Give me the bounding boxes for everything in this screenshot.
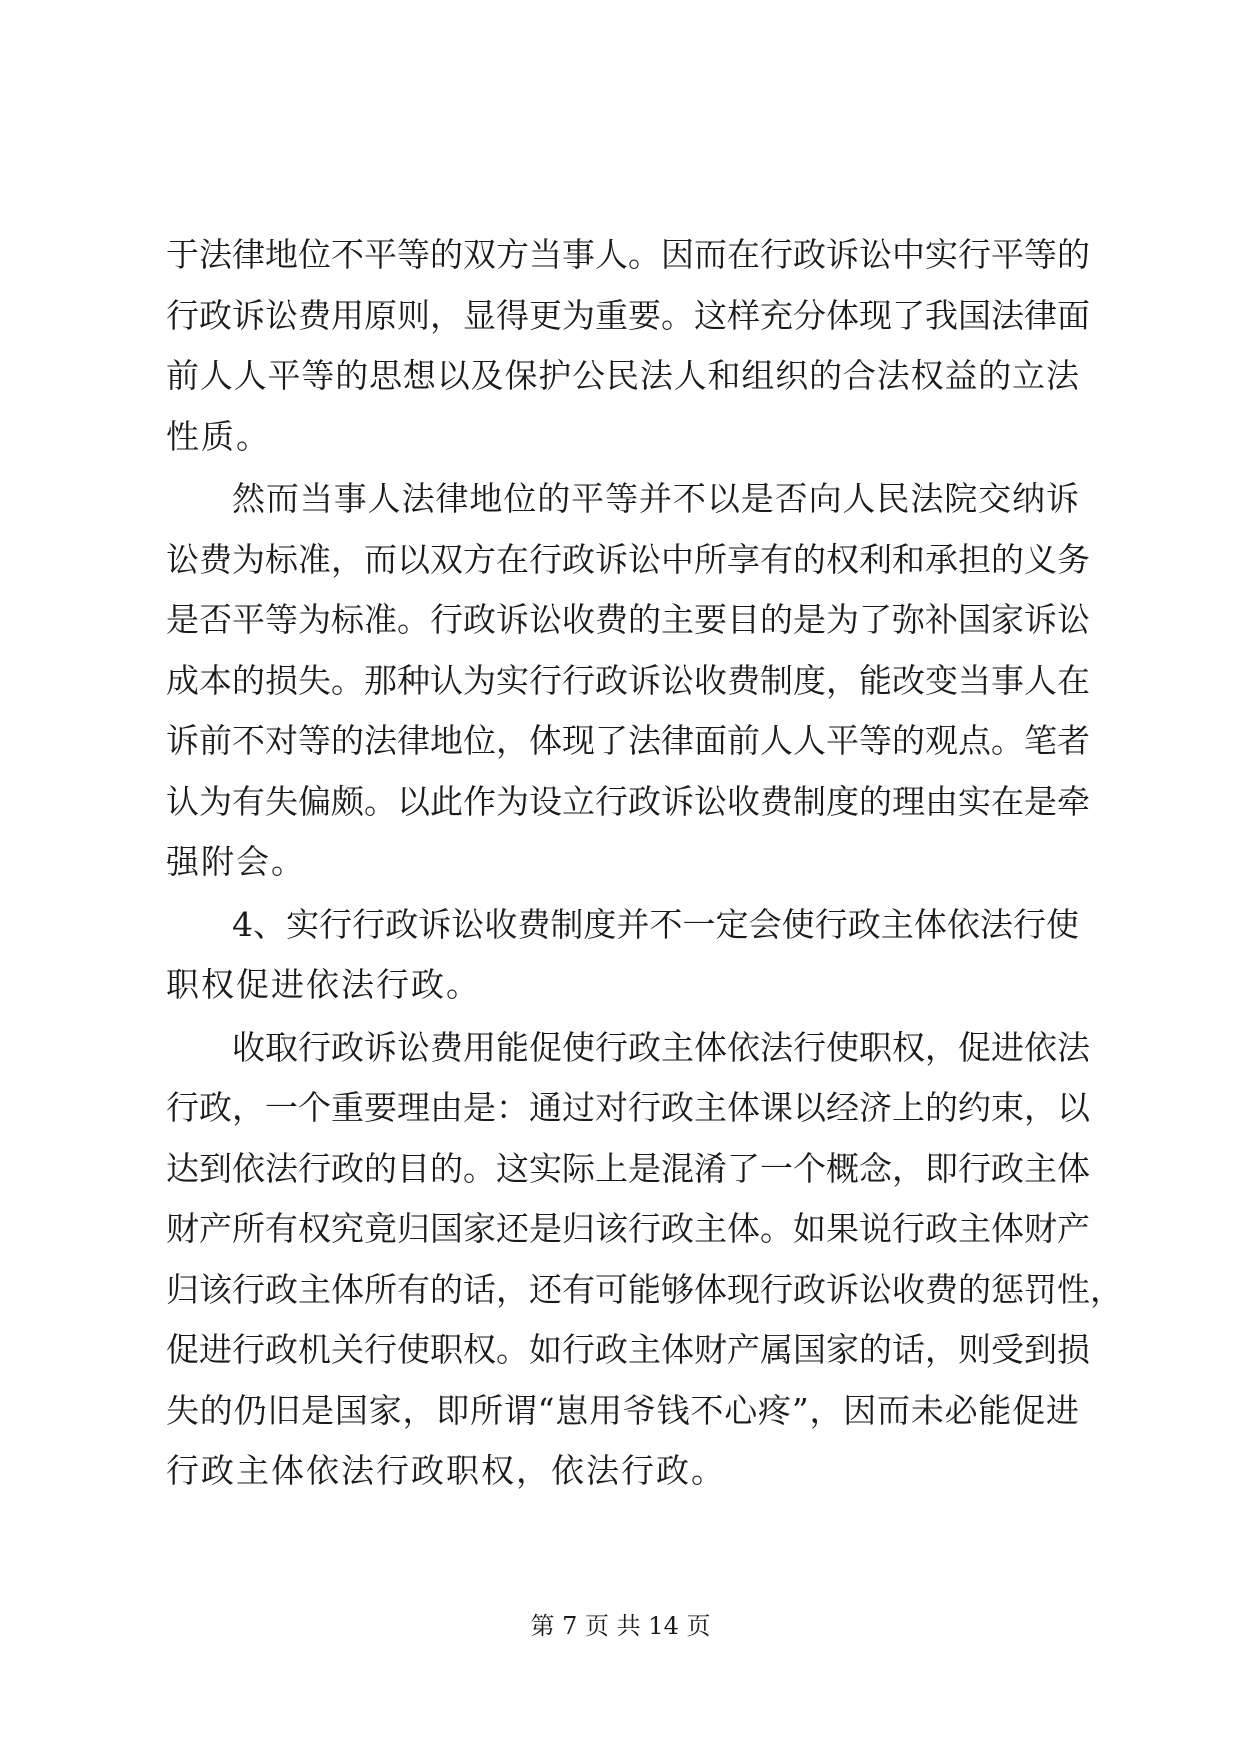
text-line: 失的仍旧是国家，即所谓“崽用爷钱不心疼”，因而未必能促进 <box>166 1390 1079 1430</box>
text-line: 强附会。 <box>166 842 306 881</box>
paragraph-1 <box>166 225 1090 467</box>
text-line: 达到依法行政的目的。这实际上是混淆了一个概念，即行政主体 <box>166 1148 1090 1188</box>
paragraph-2 <box>166 469 1090 893</box>
text-line: 行政主体依法行政职权，依法行政。 <box>166 1451 726 1490</box>
text-line: 于法律地位不平等的双方当事人。因而在行政诉讼中实行平等的 <box>166 235 1090 274</box>
text-line: 认为有失偏颇。以此作为设立行政诉讼收费制度的理由实在是牵 <box>166 781 1090 821</box>
text-line: 归该行政主体所有的话，还有可能够体现行政诉讼收费的惩罚性， <box>166 1269 1123 1309</box>
text-line: 行政诉讼费用原则，显得更为重要。这样充分体现了我国法律面 <box>166 295 1090 335</box>
paragraph-4 <box>166 1018 1123 1502</box>
document-body <box>166 225 1123 1502</box>
text-line: 性质。 <box>166 416 271 456</box>
text-line: 讼费为标准，而以双方在行政诉讼中所享有的权利和承担的义务 <box>166 539 1090 579</box>
text-line: 行政，一个重要理由是：通过对行政主体课以经济上的约束，以 <box>166 1088 1090 1127</box>
text-line: 财产所有权究竟归国家还是归该行政主体。如果说行政主体财产 <box>166 1209 1090 1248</box>
text-line: 成本的损失。那种认为实行行政诉讼收费制度，能改变当事人在 <box>166 660 1090 700</box>
text-line: 诉前不对等的法律地位，体现了法律面前人人平等的观点。笔者 <box>166 721 1090 760</box>
text-line: 4、实行行政诉讼收费制度并不一定会使行政主体依法行使 <box>232 904 1079 944</box>
text-line: 然而当事人法律地位的平等并不以是否向人民法院交纳诉 <box>232 479 1079 518</box>
text-line: 前人人平等的思想以及保护公民法人和组织的合法权益的立法 <box>166 356 1079 395</box>
page-number-footer: 第 7 页 共 14 页 <box>530 1612 711 1640</box>
text-line: 职权促进依法行政。 <box>166 965 481 1004</box>
text-line: 收取行政诉讼费用能促使行政主体依法行使职权，促进依法 <box>232 1027 1090 1067</box>
paragraph-3-heading <box>166 895 1079 1016</box>
text-line: 是否平等为标准。行政诉讼收费的主要目的是为了弥补国家诉讼 <box>166 600 1090 639</box>
text-line: 促进行政机关行使职权。如行政主体财产属国家的话，则受到损 <box>166 1330 1090 1369</box>
